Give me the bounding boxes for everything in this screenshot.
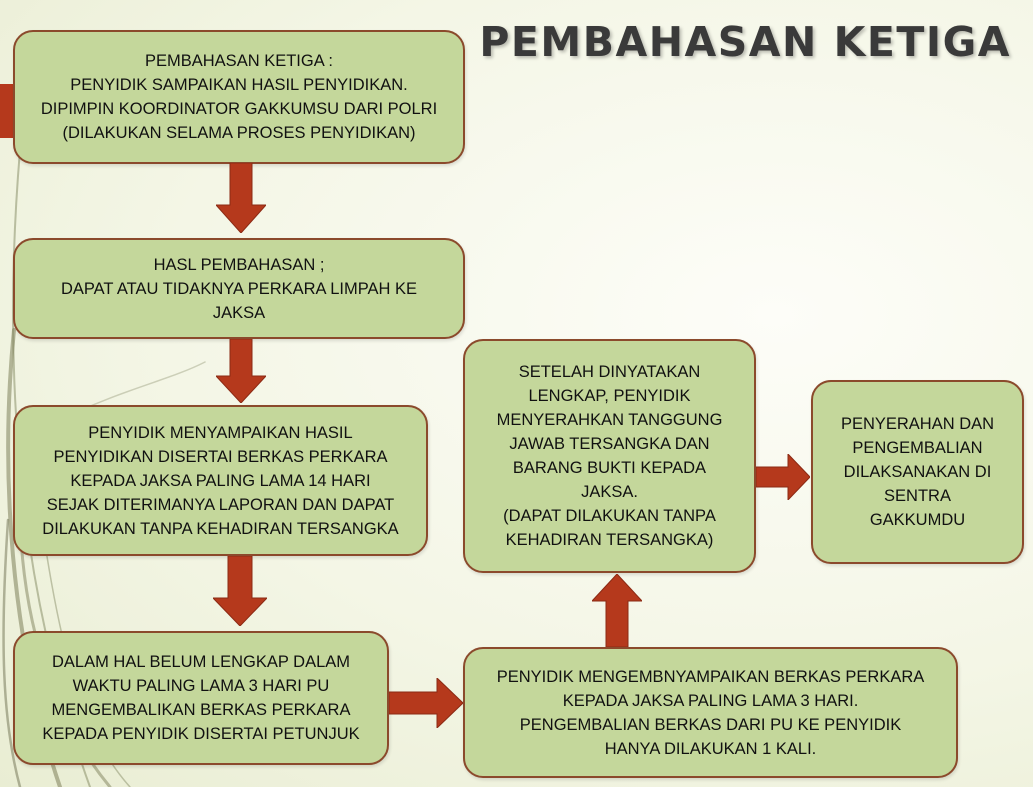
arrow-right-2	[756, 454, 810, 500]
step-5-box	[463, 647, 958, 778]
step-6-box	[463, 339, 756, 573]
arrow-down-3	[213, 556, 267, 626]
step-6-text: SETELAH DINYATAKAN LENGKAP, PENYIDIK MENYERAHKAN TANGGUNG JAWAB TERSANGKA DAN BARANG BUKTI KEPADA JAKSA. (DAPAT DILAKUKAN TANPA KEHADIRAN TERSANGKA)	[496, 363, 723, 549]
step-1-box	[13, 30, 465, 164]
step-3-box	[13, 405, 428, 556]
step-4-box	[13, 631, 389, 765]
step-3-text: PENYIDIK MENYAMPAIKAN HASIL PENYIDIKAN DISERTAI BERKAS PERKARA KEPADA JAKSA PALING LAMA 14 HARI SEJAK DITERIMANYA LAPORAN DAN DAPAT DILAKUKAN TANPA KEHADIRAN TERSANGKA	[42, 423, 399, 538]
arrow-up-1	[592, 574, 642, 647]
step-5-text: PENYIDIK MENGEMBNYAMPAIKAN BERKAS PERKARA KEPADA JAKSA PALING LAMA 3 HARI. PENGEMBALIAN BERKAS DARI PU KE PENYIDIK HANYA DILAKUKAN 1 KALI.	[496, 667, 925, 758]
arrow-down-1	[216, 163, 266, 233]
left-accent-bar	[0, 84, 13, 138]
arrow-right-1	[389, 678, 463, 728]
arrow-down-2	[216, 339, 266, 403]
step-1-text: PEMBAHASAN KETIGA : PENYIDIK SAMPAIKAN HASIL PENYIDIKAN. DIPIMPIN KOORDINATOR GAKKUMSU DARI POLRI (DILAKUKAN SELAMA PROSES PENYIDIKAN)	[40, 52, 438, 142]
step-4-text: DALAM HAL BELUM LENGKAP DALAM WAKTU PALING LAMA 3 HARI PU MENGEMBALIKAN BERKAS PERKARA KEPADA PENYIDIK DISERTAI PETUNJUK	[42, 653, 360, 743]
step-2-text: HASL PEMBAHASAN ; DAPAT ATAU TIDAKNYA PERKARA LIMPAH KE JAKSA	[60, 255, 418, 322]
page-title: PEMBAHASAN KETIGA	[479, 18, 1011, 66]
step-7-text: PENYERAHAN DAN PENGEMBALIAN DILAKSANAKAN DI SENTRA GAKKUMDU	[840, 415, 995, 529]
step-7-box	[811, 380, 1024, 564]
step-2-box	[13, 238, 465, 339]
